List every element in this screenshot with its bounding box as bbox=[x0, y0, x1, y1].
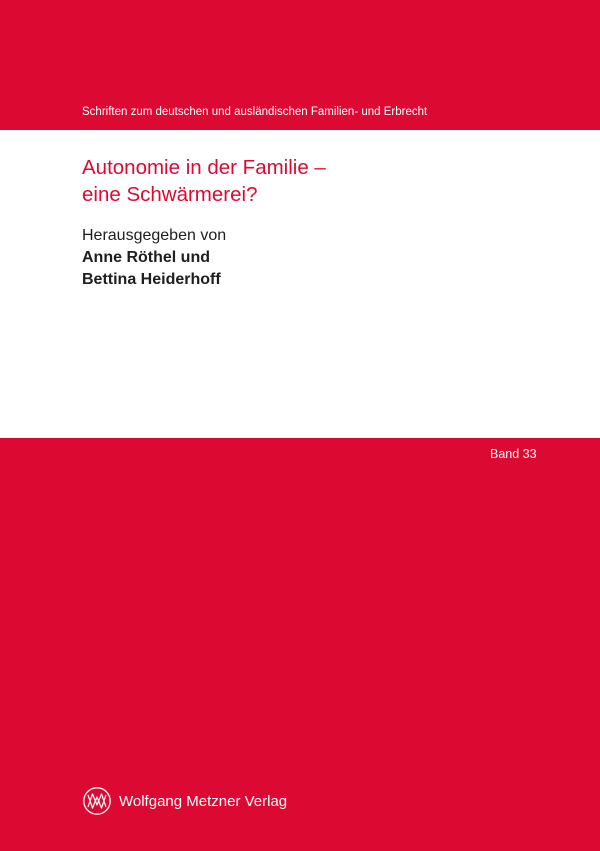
book-title-line-2: eine Schwärmerei? bbox=[82, 183, 258, 206]
publisher-logo-icon bbox=[82, 786, 112, 816]
book-title bbox=[82, 154, 326, 208]
editors-label: Herausgegeben von bbox=[82, 227, 227, 244]
series-title: Schriften zum deutschen und ausländischen Familien- und Erbrecht bbox=[82, 106, 428, 118]
editor-name-1: Anne Röthel und bbox=[82, 249, 210, 266]
publisher bbox=[82, 786, 287, 816]
publisher-name: Wolfgang Metzner Verlag bbox=[119, 792, 288, 810]
editor-name-2: Bettina Heiderhoff bbox=[82, 271, 221, 288]
volume-number: Band 33 bbox=[490, 447, 537, 461]
book-title-line-1: Autonomie in der Familie – bbox=[82, 156, 326, 179]
